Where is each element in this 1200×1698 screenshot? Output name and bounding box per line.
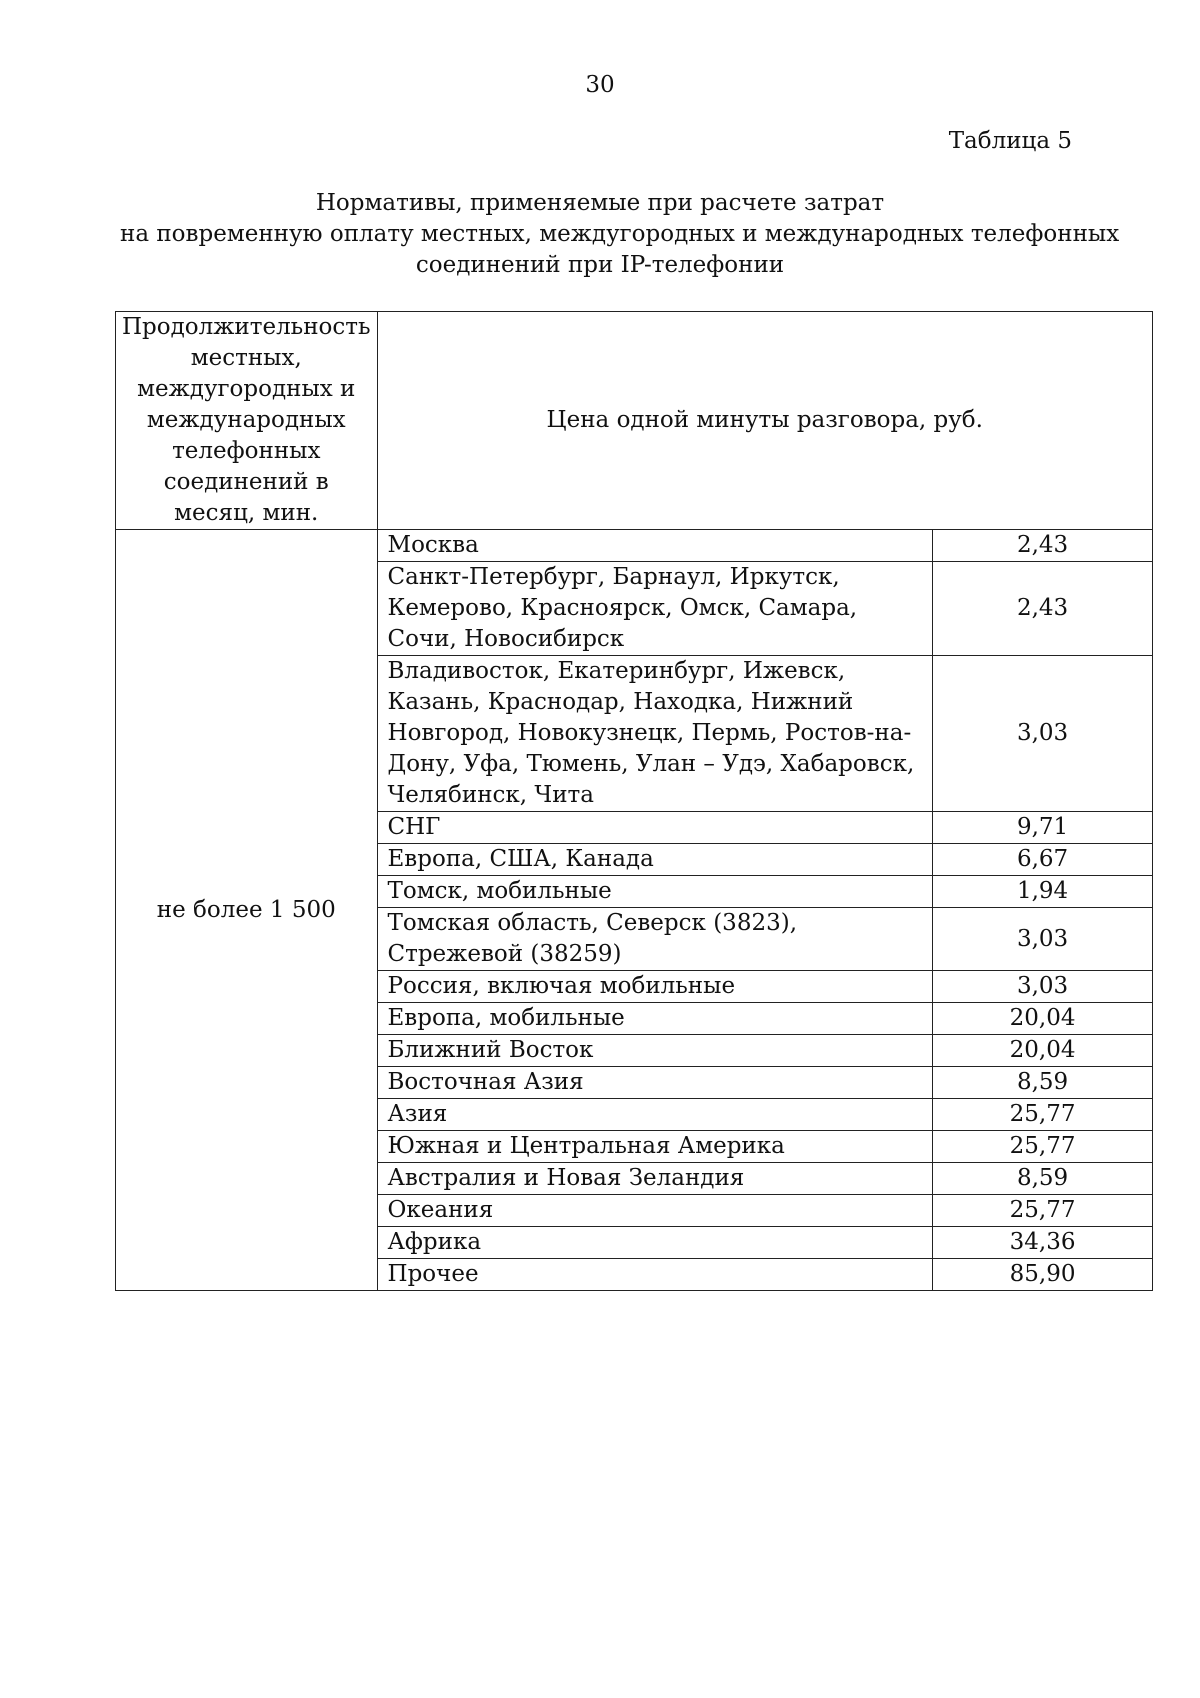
price-cell: 25,77 bbox=[933, 1195, 1153, 1227]
region-cell: Африка bbox=[377, 1227, 933, 1259]
header-price-cell: Цена одной минуты разговора, руб. bbox=[377, 312, 1152, 530]
price-cell: 6,67 bbox=[933, 844, 1153, 876]
duration-cell: не более 1 500 bbox=[116, 530, 378, 1291]
price-cell: 3,03 bbox=[933, 656, 1153, 812]
price-cell: 9,71 bbox=[933, 812, 1153, 844]
norms-table bbox=[115, 311, 1153, 1291]
title-line-2: на повременную оплату местных, междугородных и международных телефонных bbox=[120, 221, 1120, 247]
region-cell: Европа, США, Канада bbox=[377, 844, 933, 876]
price-cell: 8,59 bbox=[933, 1067, 1153, 1099]
price-cell: 2,43 bbox=[933, 562, 1153, 656]
price-cell: 2,43 bbox=[933, 530, 1153, 562]
page-number: 30 bbox=[585, 72, 615, 98]
region-cell: Прочее bbox=[377, 1259, 933, 1291]
region-cell: Томская область, Северск (3823), Стрежевой (38259) bbox=[377, 908, 933, 971]
region-cell: Азия bbox=[377, 1099, 933, 1131]
price-cell: 85,90 bbox=[933, 1259, 1153, 1291]
region-cell: Океания bbox=[377, 1195, 933, 1227]
region-cell: Санкт-Петербург, Барнаул, Иркутск, Кемерово, Красноярск, Омск, Самара, Сочи, Новосибирск bbox=[377, 562, 933, 656]
price-cell: 8,59 bbox=[933, 1163, 1153, 1195]
price-cell: 25,77 bbox=[933, 1131, 1153, 1163]
region-cell: Ближний Восток bbox=[377, 1035, 933, 1067]
region-cell: Томск, мобильные bbox=[377, 876, 933, 908]
region-cell: Владивосток, Екатеринбург, Ижевск, Казань, Краснодар, Находка, Нижний Новгород, Новокузнецк, Пермь, Ростов-на-Дону, Уфа, Тюмень, Улан – Удэ, Хабаровск, Челябинск, Чита bbox=[377, 656, 933, 812]
region-cell: Восточная Азия bbox=[377, 1067, 933, 1099]
region-cell: Москва bbox=[377, 530, 933, 562]
region-cell: СНГ bbox=[377, 812, 933, 844]
price-cell: 1,94 bbox=[933, 876, 1153, 908]
table-row bbox=[116, 530, 1153, 562]
price-cell: 25,77 bbox=[933, 1099, 1153, 1131]
price-cell: 20,04 bbox=[933, 1035, 1153, 1067]
region-cell: Южная и Центральная Америка bbox=[377, 1131, 933, 1163]
price-cell: 3,03 bbox=[933, 971, 1153, 1003]
header-row bbox=[116, 312, 1153, 530]
title-line-1: Нормативы, применяемые при расчете затрат bbox=[315, 190, 885, 216]
table-label: Таблица 5 bbox=[948, 128, 1072, 154]
price-cell: 3,03 bbox=[933, 908, 1153, 971]
region-cell: Австралия и Новая Зеландия bbox=[377, 1163, 933, 1195]
table-title bbox=[120, 188, 1120, 281]
region-cell: Россия, включая мобильные bbox=[377, 971, 933, 1003]
region-cell: Европа, мобильные bbox=[377, 1003, 933, 1035]
title-line-3: соединений при IP-телефонии bbox=[415, 252, 785, 278]
header-duration-cell: Продолжительность местных, междугородных и международных телефонных соединений в месяц, мин. bbox=[116, 312, 378, 530]
price-cell: 20,04 bbox=[933, 1003, 1153, 1035]
price-cell: 34,36 bbox=[933, 1227, 1153, 1259]
